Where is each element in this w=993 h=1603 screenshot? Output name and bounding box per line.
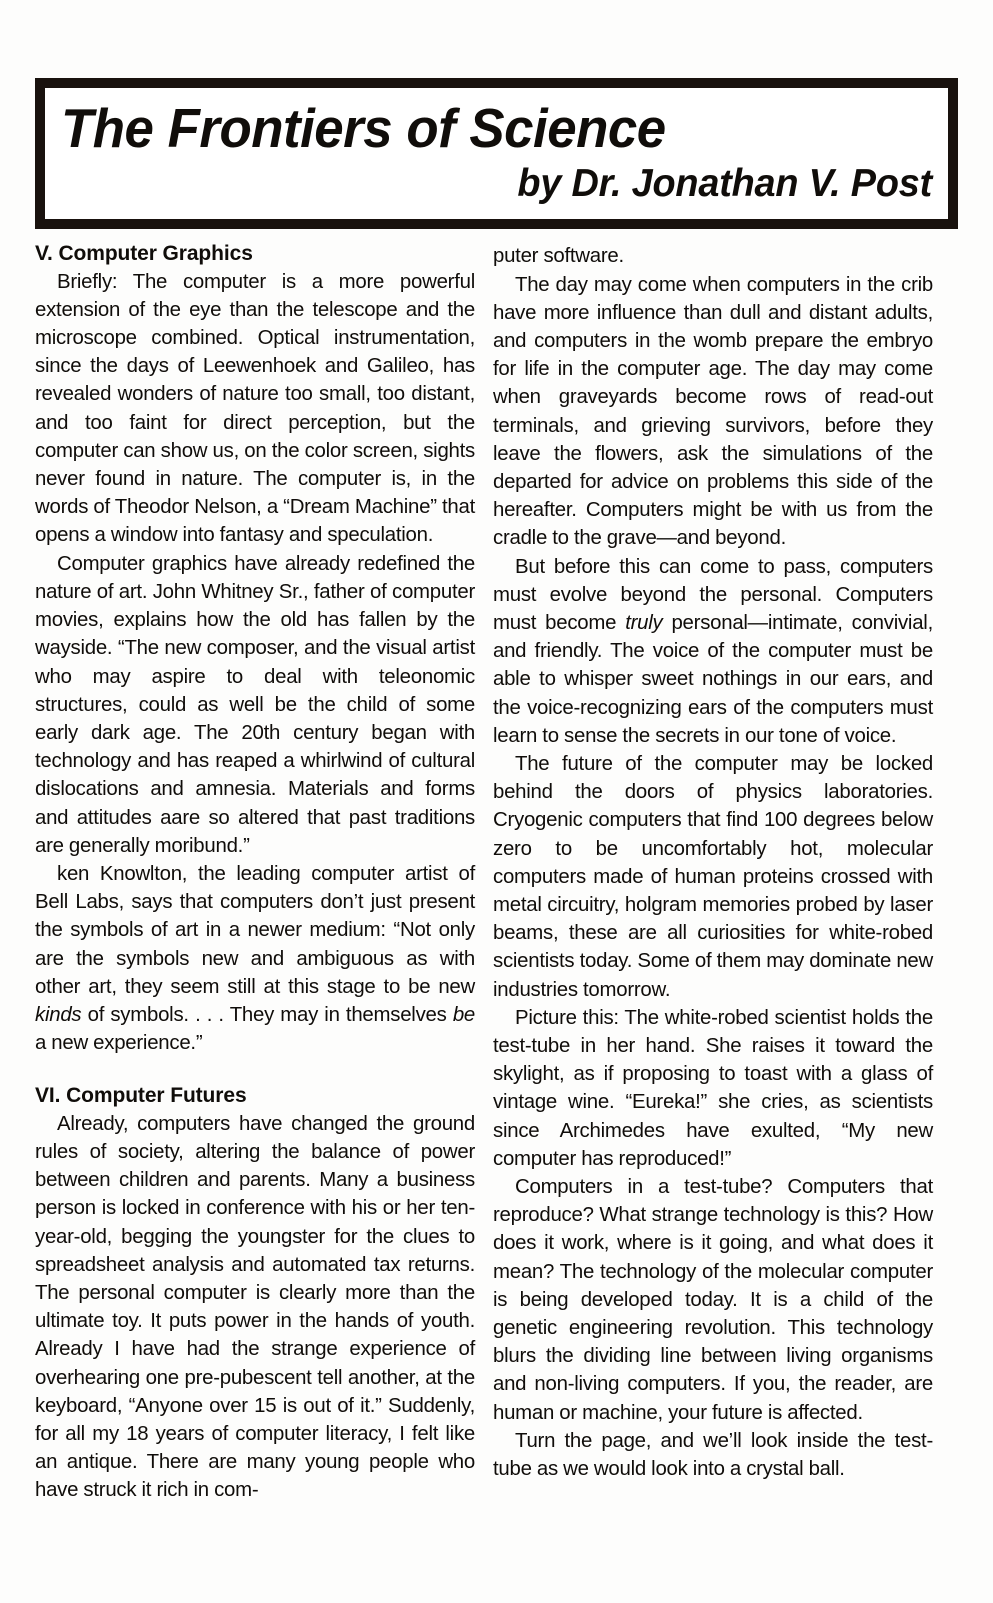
emphasis-be: be bbox=[452, 1003, 475, 1026]
paragraph-text: of symbols. . . . They may in themselves bbox=[81, 1003, 453, 1026]
right-column bbox=[493, 242, 933, 1504]
paragraph-text: But before this can come to pass, computers must evolve beyond the personal. Computers must become bbox=[493, 555, 933, 634]
article-page bbox=[0, 78, 993, 1603]
left-column bbox=[35, 242, 475, 1504]
paragraph-text: ken Knowlton, the leading computer artist of Bell Labs, says that computers don’t just present the symbols of art in a newer medium: “Not only are the symbols new and ambiguous as with other art, they seem still at this stage to be new bbox=[35, 862, 475, 998]
paragraph bbox=[493, 553, 933, 750]
emphasis-truly: truly bbox=[625, 611, 663, 634]
section-heading-computer-graphics: V. Computer Graphics bbox=[35, 242, 253, 266]
paragraph: Computer graphics have already redefined the nature of art. John Whitney Sr., father of computer movies, explains how the old has fallen by the wayside. “The new composer, and the visual artist who may aspire to deal with teleonomic structures, could as well be the child of some early dark age. The 20th century began with technology and has reaped a whirlwind of cultural dislocations and amnesia. Materials and forms and attitudes aare so altered that past traditions are generally moribund.” bbox=[35, 552, 475, 857]
paragraph-text: personal—intimate, convivial, and friendly. The voice of the computer must be able to whisper sweet nothings in our ears, and the voice-recognizing ears of the computers must learn to sense the secrets in our tone of voice. bbox=[493, 611, 933, 747]
paragraph: The day may come when computers in the crib have more influence than dull and distant adults, and computers in the womb prepare the embryo for life in the computer age. The day may come when graveyards become rows of read-out terminals, and grieving survivors, before they leave the flowers, ask the simulations of the departed for advice on problems this side of the hereafter. Computers might be with us from the cradle to the grave—and beyond. bbox=[493, 273, 933, 550]
masthead-byline: by Dr. Jonathan V. Post bbox=[517, 162, 932, 206]
paragraph: Computers in a test-tube? Computers that reproduce? What strange technology is this? How does it work, where is it going, and what does it mean? The technology of the molecular computer is being developed today. It is a child of the genetic engineering revolution. This technology blurs the dividing line between living organisms and non-living computers. If you, the reader, are human or machine, your future is affected. bbox=[493, 1176, 933, 1424]
emphasis-kinds: kinds bbox=[35, 1003, 82, 1026]
paragraph-text: a new experience.” bbox=[35, 1032, 203, 1055]
paragraph: Already, computers have changed the ground rules of society, altering the balance of power between children and parents. Many a business person is locked in conference with his or her ten-year-old, begging the youngster for the clues to spreadsheet analysis and automated tax returns. The personal computer is clearly more than the ultimate toy. It puts power in the hands of youth. Already I have had the strange experience of overhearing one pre-pubescent tell another, at the keyboard, “Anyone over 15 is out of it.” Suddenly, for all my 18 years of computer literacy, I felt like an antique. There are many young people who have struck it rich in com- bbox=[35, 1112, 475, 1502]
paragraph bbox=[35, 860, 475, 1057]
paragraph: Turn the page, and we’ll look inside the test-tube as we would look into a crystal ball. bbox=[493, 1429, 933, 1481]
paragraph: Picture this: The white-robed scientist holds the test-tube in her hand. She raises it toward the skylight, as if proposing to toast with a glass of vintage wine. “Eureka!” she cries, as scientists since Archimedes have exulted, “My new computer has reproduced!” bbox=[493, 1006, 933, 1170]
paragraph: puter software. bbox=[493, 245, 624, 268]
paragraph: Briefly: The computer is a more powerful extension of the eye than the telescope and the microscope combined. Optical instrumentation, since the days of Leewenhoek and Galileo, has revealed wonders of nature too small, too distant, and too faint for direct perception, but the computer can show us, on the color screen, sights never found in nature. The computer is, in the words of Theodor Nelson, a “Dream Machine” that opens a window into fantasy and speculation. bbox=[35, 270, 475, 547]
masthead-inner-frame bbox=[43, 86, 950, 221]
masthead-title: The Frontiers of Science bbox=[61, 97, 666, 159]
paragraph: The future of the computer may be locked behind the doors of physics laboratories. Cryogenic computers that find 100 degrees below zero to be uncomfortably hot, molecular computers made of human proteins crossed with metal circuitry, holgram memories probed by laser beams, these are all curiosities for white-robed scientists today. Some of them may dominate new industries tomorrow. bbox=[493, 752, 933, 1001]
article-columns bbox=[35, 242, 958, 1504]
section-heading-computer-futures: VI. Computer Futures bbox=[35, 1084, 247, 1108]
masthead-banner bbox=[35, 78, 958, 229]
